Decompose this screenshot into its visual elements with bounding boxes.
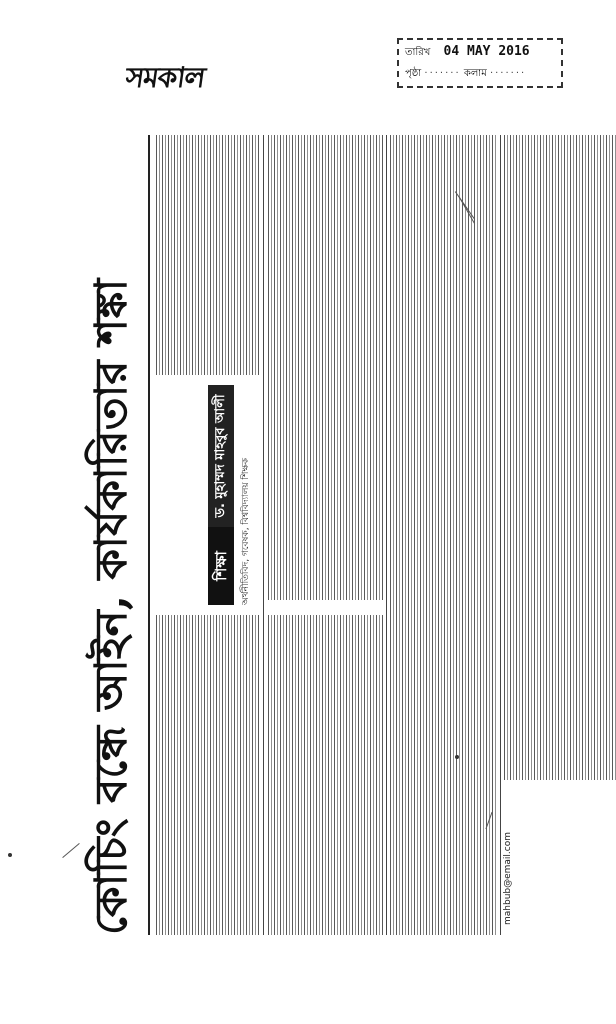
- body-column-2: [268, 615, 383, 935]
- body-column-1: [156, 615, 261, 935]
- byline-box: [208, 385, 256, 605]
- headline-rule: [148, 135, 150, 935]
- body-column-1b: [156, 135, 261, 375]
- ink-dot: [455, 755, 459, 759]
- body-column-4: [504, 135, 616, 780]
- ink-dot: [8, 853, 12, 857]
- author-name: ড. মুহাম্মদ মাহবুব আলী: [208, 385, 234, 527]
- author-title: অর্থনীতিবিদ, গবেষক, বিশ্ববিদ্যালয় শিক্ষক: [241, 457, 251, 605]
- date-stamp: তারিখ 04 MAY 2016 পৃষ্ঠা ······· কলাম ·······: [397, 38, 563, 88]
- body-column-2b: [268, 135, 383, 600]
- masthead-logo: সমকাল: [123, 61, 207, 94]
- date-value: 04 MAY 2016: [443, 44, 530, 59]
- page-label: পৃষ্ঠা: [405, 68, 422, 79]
- article-headline: কোচিং বন্ধে আইন, কার্যকারিতার শঙ্কা: [86, 278, 137, 935]
- column-divider: [263, 135, 264, 935]
- date-label: তারিখ: [405, 47, 431, 58]
- section-label: শিক্ষা: [208, 527, 234, 605]
- column-label: কলাম: [463, 68, 487, 79]
- author-email: mahbub@email.com: [503, 831, 513, 925]
- body-column-3: [390, 135, 498, 935]
- column-divider: [386, 135, 387, 935]
- article-rotated: [78, 135, 616, 935]
- column-divider: [500, 135, 501, 935]
